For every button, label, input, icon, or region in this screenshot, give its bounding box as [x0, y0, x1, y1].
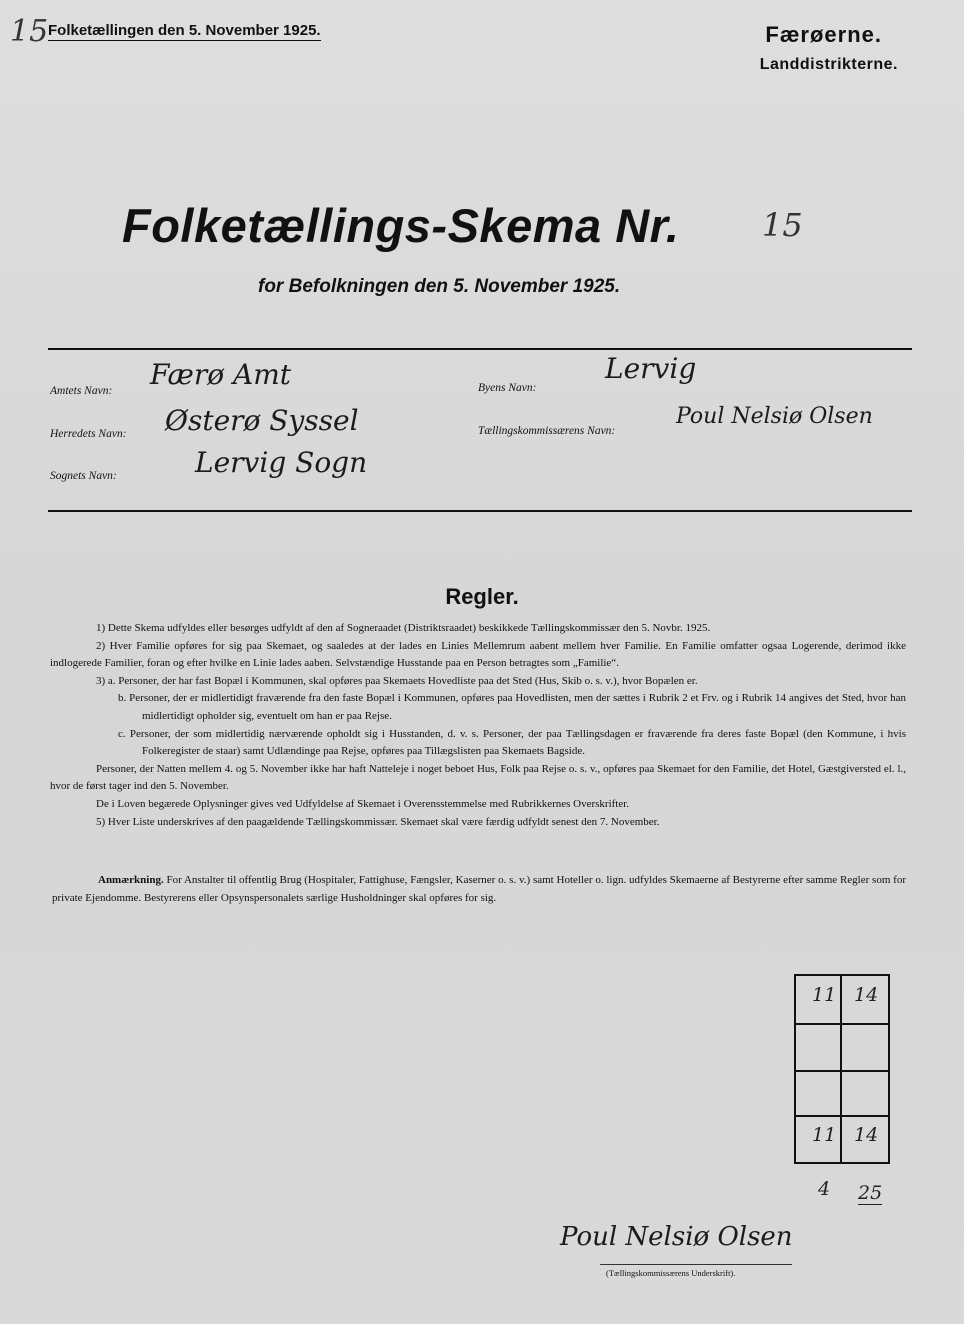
tally-grid-row-line	[796, 1115, 888, 1117]
rules-list	[50, 620, 906, 831]
header-census-date: Folketællingen den 5. November 1925.	[48, 22, 321, 39]
by-value: Lervig	[605, 352, 697, 385]
handwritten-page-number: 15	[10, 14, 49, 49]
header-region: Færøerne.	[765, 22, 882, 47]
remark-label: Anmærkning.	[98, 874, 164, 886]
tally-r4-left: 11	[812, 1124, 837, 1146]
form-number-handwritten: 15	[762, 206, 803, 244]
signature-caption: (Tællingskommissærens Underskrift).	[606, 1268, 736, 1278]
rule-3d: Personer, der Natten mellem 4. og 5. November ikke har haft Natteleje i noget beboet Hus, Folk paa Rejse o. s. v., opføres paa Skemaet for den Familie, det Hotel, Gæstgiversted el. l., hvor de først tager ind den 5. November.	[50, 762, 906, 793]
sogn-value: Lervig Sogn	[195, 446, 368, 479]
rule-3c: c. Personer, der som midlertidig nærværende opholdt sig i Husstanden, d. v. s. Personer, der paa Tællingsdagen er fraværende fra deres faste Bopæl (den Kommune, i hvis Folkeregister de staar) samt Udlændinge paa Rejse, opføres paa Tillægslisten paa Skemaets Bagside.	[118, 727, 906, 758]
rules-heading: Regler.	[445, 584, 519, 609]
rule-3b: b. Personer, der er midlertidigt fraværende fra den faste Bopæl i Kommunen, opføres paa Hovedlisten, men der sættes i Rubrik 2 et Frv. og i Rubrik 14 angives det Sted, hvor han midlertidigt opholder sig, eventuelt om han er paa Rejse.	[118, 692, 906, 722]
signature: Poul Nelsiø Olsen	[560, 1222, 793, 1252]
herred-label: Herredets Navn:	[50, 428, 127, 440]
rule-5: 5) Hver Liste underskrives af den paagældende Tællingskommissær. Skemaet skal være færdig udfyldt senest den 7. November.	[96, 815, 660, 828]
herred-value: Østerø Syssel	[165, 404, 359, 437]
top-rule	[48, 348, 912, 350]
header-district-type: Landdistrikterne.	[759, 56, 898, 73]
amt-label: Amtets Navn:	[50, 385, 113, 397]
remark	[52, 872, 906, 907]
tally-r1-left: 11	[812, 984, 837, 1006]
remark-text: For Anstalter til offentlig Brug (Hospitaler, Fattighuse, Fængsler, Kaserner o. s. v.) samt Hoteller o. lign. udfyldes Skemaerne af Bestyrerne efter samme Regler som for private Ejendomme. Bestyrerens eller Opsynspersonalets særlige Husholdninger skal opføres for sig.	[52, 874, 907, 904]
form-subtitle: for Befolkningen den 5. November 1925.	[258, 276, 621, 297]
tally-below-left: 4	[818, 1178, 831, 1200]
rule-1: 1) Dette Skema udfyldes eller besørges udfyldt af den af Sogneraadet (Distriktsraadet) beskikkede Tællingskommissær den 5. Novbr. 1925.	[96, 622, 711, 634]
rule-3a: 3) a. Personer, der har fast Bopæl i Kommunen, skal opføres paa Skemaets Hovedliste paa det Sted (Hus, Skib o. s. v.), hvor Bopælen er.	[96, 674, 698, 687]
tally-grid-row-line	[796, 1070, 888, 1072]
sogn-label: Sognets Navn:	[50, 470, 117, 482]
tally-grid	[794, 974, 890, 1164]
tally-r1-right: 14	[854, 984, 879, 1006]
rule-4: De i Loven begærede Oplysninger gives ved Udfyldelse af Skemaet i Overensstemmelse med Rubrikkernes Overskrifter.	[96, 797, 630, 810]
form-title: Folketællings-Skema Nr.	[122, 199, 680, 252]
by-label: Byens Navn:	[478, 382, 537, 394]
signature-line	[600, 1264, 792, 1265]
kommissaer-value: Poul Nelsiø Olsen	[676, 404, 873, 429]
amt-value: Færø Amt	[150, 358, 292, 391]
bottom-rule	[48, 510, 912, 512]
tally-grid-divider	[840, 976, 842, 1162]
tally-r4-right: 14	[854, 1124, 879, 1146]
tally-grid-row-line	[796, 1023, 888, 1025]
rule-2: 2) Hver Familie opføres for sig paa Skemaet, og saaledes at der lades en Linies Mellemrum aabent mellem hver Familie. En Familie omfatter ogsaa Logerende, derimod ikke indlogerede Familier, foran og efter hvilke en Linie lades aaben. Selvstændige Husstande paa en Person betragtes som „Familie“.	[50, 639, 906, 670]
kommissaer-label: Tællingskommissærens Navn:	[478, 425, 616, 437]
tally-below-right: 25	[858, 1182, 883, 1204]
